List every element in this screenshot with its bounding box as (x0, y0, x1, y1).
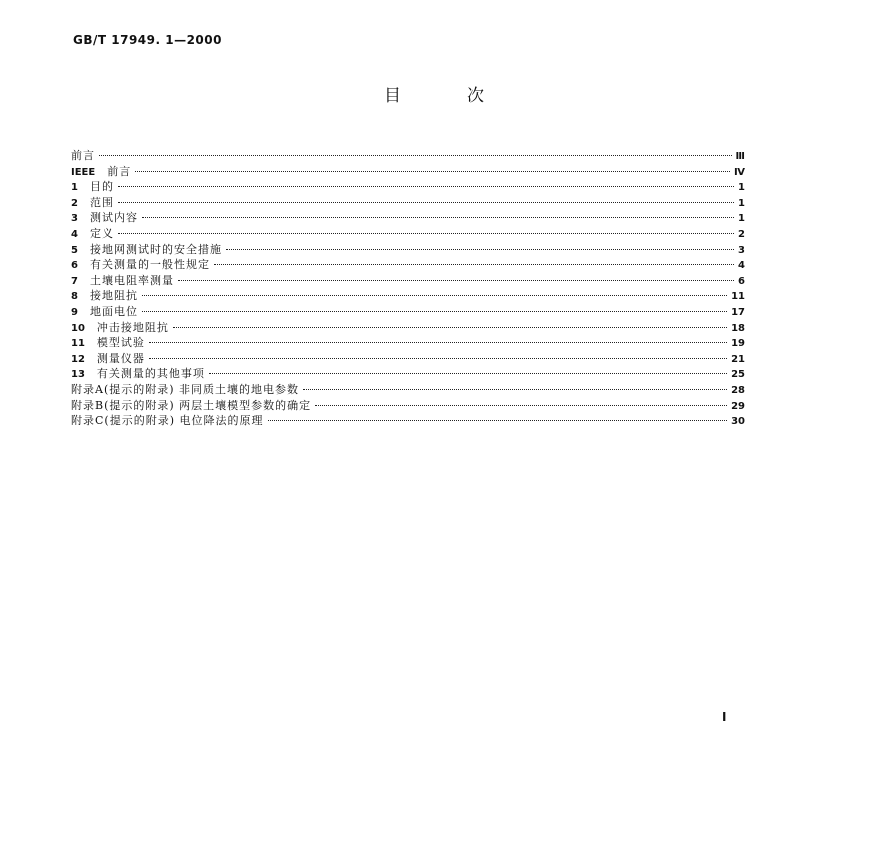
toc-entry-label: 地面电位 (89, 304, 138, 318)
toc-entry[interactable] (71, 148, 745, 164)
toc-entry-label: 模型试验 (96, 336, 145, 350)
toc-entry-page: Ⅲ (735, 151, 745, 162)
toc-entry[interactable] (71, 413, 745, 429)
dot-leader (315, 405, 727, 406)
dot-leader (149, 358, 727, 359)
title-char-1: 目 (384, 86, 403, 106)
dot-leader (268, 420, 728, 421)
toc-entry-label: 冲击接地阻抗 (96, 320, 169, 334)
toc-entry[interactable] (71, 304, 745, 320)
toc-entry-label: 测量仪器 (96, 351, 145, 365)
toc-entry-page: Ⅳ (734, 166, 745, 178)
toc-entry-label: 前言 (107, 164, 132, 178)
dot-leader (142, 217, 734, 218)
dot-leader (99, 155, 732, 156)
toc-entry-page: 30 (731, 416, 745, 428)
toc-entry-label: 有关测量的一般性规定 (89, 258, 210, 272)
toc-entry-number: 3 (71, 213, 78, 225)
toc-entry[interactable] (71, 398, 745, 414)
toc-entry-number: 7 (71, 275, 78, 287)
toc-entry-number: 13 (71, 369, 85, 381)
toc-entry-label: 接地网测试时的安全措施 (89, 242, 222, 256)
toc-entry[interactable] (71, 257, 745, 273)
toc-entry[interactable] (71, 288, 745, 304)
toc-entry-label: 附录A(提示的附录) 非同质土壤的地电参数 (71, 382, 300, 396)
toc-entry-label: 范围 (89, 195, 114, 209)
toc-entry-page: 3 (738, 244, 745, 256)
toc-entry-number: 5 (71, 244, 78, 256)
toc-entry-page: 1 (738, 182, 745, 194)
title-char-2: 次 (467, 86, 486, 106)
dot-leader (135, 171, 730, 172)
toc-entry-page: 21 (731, 353, 745, 365)
toc-entry-page: 2 (738, 228, 745, 240)
dot-leader (303, 389, 727, 390)
toc-entry[interactable] (71, 366, 745, 382)
toc-entry[interactable] (71, 164, 745, 180)
toc-entry-number: 9 (71, 306, 78, 318)
toc-entry[interactable] (71, 351, 745, 367)
toc-entry[interactable] (71, 382, 745, 398)
dot-leader (209, 373, 727, 374)
dot-leader (142, 311, 727, 312)
dot-leader (173, 327, 727, 328)
toc-entry-page: 11 (731, 291, 745, 303)
toc-entry-number: 8 (71, 291, 78, 303)
toc-entry-label: 目的 (89, 180, 114, 194)
toc-entry-label: 有关测量的其他事项 (96, 367, 205, 381)
toc-entry-label: 附录B(提示的附录) 两层土壤模型参数的确定 (71, 398, 312, 412)
toc-entry[interactable] (71, 335, 745, 351)
toc-entry-label: 土壤电阻率测量 (89, 273, 174, 287)
toc-entry-page: 19 (731, 338, 745, 350)
toc-entry-number: IEEE (71, 166, 96, 178)
page-title (0, 81, 870, 106)
toc-entry[interactable] (71, 195, 745, 211)
dot-leader (226, 249, 734, 250)
standard-code: GB/T 17949. 1—2000 (73, 33, 222, 47)
toc-entry-label: 定义 (89, 226, 114, 240)
toc-entry-page: 29 (731, 400, 745, 412)
page-number-mark: I (722, 710, 727, 724)
toc-entry-page: 1 (738, 197, 745, 209)
dot-leader (118, 233, 734, 234)
toc-entry-number: 10 (71, 322, 85, 334)
table-of-contents (71, 148, 745, 429)
toc-entry-page: 28 (731, 384, 745, 396)
toc-entry-number: 1 (71, 182, 78, 194)
toc-entry-page: 6 (738, 275, 745, 287)
dot-leader (118, 202, 734, 203)
dot-leader (118, 186, 734, 187)
dot-leader (214, 264, 734, 265)
dot-leader (149, 342, 727, 343)
toc-entry[interactable] (71, 273, 745, 289)
toc-entry-page: 4 (738, 260, 745, 272)
toc-entry-label: 测试内容 (89, 211, 138, 225)
toc-entry-number: 4 (71, 228, 78, 240)
toc-entry[interactable] (71, 320, 745, 336)
toc-entry[interactable] (71, 226, 745, 242)
dot-leader (142, 295, 727, 296)
toc-entry-page: 1 (738, 213, 745, 225)
toc-entry-number: 12 (71, 353, 85, 365)
toc-entry-page: 25 (731, 369, 745, 381)
toc-entry-number: 11 (71, 338, 85, 350)
toc-entry-label: 前言 (71, 149, 95, 162)
toc-entry-number: 6 (71, 260, 78, 272)
toc-entry[interactable] (71, 242, 745, 258)
toc-entry[interactable] (71, 210, 745, 226)
toc-entry-label: 附录C(提示的附录) 电位降法的原理 (71, 414, 264, 428)
dot-leader (178, 280, 734, 281)
toc-entry[interactable] (71, 179, 745, 195)
toc-entry-label: 接地阻抗 (89, 289, 138, 303)
toc-entry-page: 17 (731, 306, 745, 318)
toc-entry-page: 18 (731, 322, 745, 334)
toc-entry-number: 2 (71, 197, 78, 209)
